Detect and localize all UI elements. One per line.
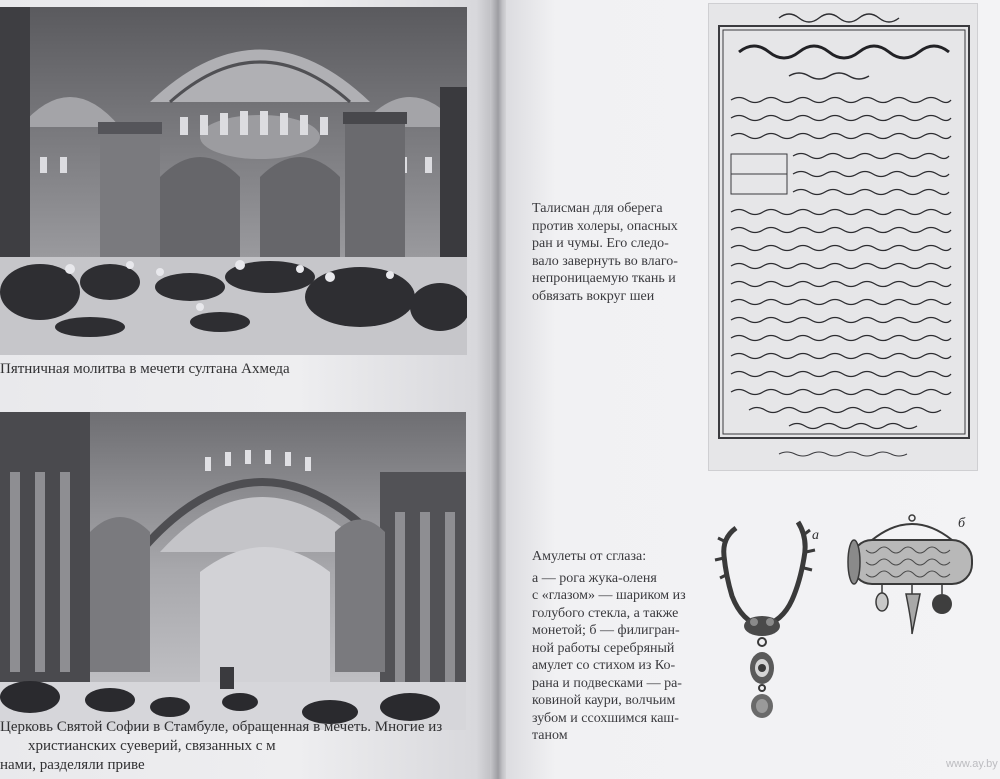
amulets-line-10: таном	[532, 728, 568, 743]
amulet-a-illustration	[706, 518, 826, 728]
watermark: www.ay.by	[946, 758, 998, 770]
amulets-line-7: рана и подвесками — ра-	[532, 675, 682, 691]
mosque-caption: Пятничная молитва в мечети султана Ахмеда	[0, 361, 290, 377]
talisman-line-2: против холеры, опасных	[532, 218, 678, 234]
amulets-line-1: а — рога жука-оленя	[532, 570, 657, 586]
talisman-line-5: непроницаемую ткань и	[532, 271, 676, 286]
amulets-line-3: голубого стекла, а также	[532, 605, 679, 621]
talisman-line-6: обвязать вокруг шеи	[532, 288, 655, 304]
talisman-line-1: Талисман для оберега	[532, 201, 663, 216]
hagia-caption-line-3: нами, разделяли приве	[0, 757, 145, 773]
amulets-line-9: зубом и ссохшимся каш-	[532, 710, 679, 726]
left-page	[0, 0, 496, 779]
hagia-caption-line-2: христианских суеверий, связанных с м	[28, 738, 276, 754]
amulets-line-6: амулет со стихом из Ко-	[532, 658, 676, 673]
amulets-line-5: ной работы серебряный	[532, 640, 675, 656]
mosque-engraving	[0, 7, 467, 355]
hagia-sophia-caption	[0, 718, 492, 775]
amulet-a-label: а	[812, 528, 819, 543]
amulets-line-2: с «глазом» — шариком из	[532, 588, 686, 603]
right-page	[506, 0, 1000, 779]
talisman-line-3: ран и чумы. Его следо-	[532, 236, 669, 251]
talisman-manuscript	[709, 4, 977, 470]
amulets-caption	[532, 548, 712, 745]
talisman-line-4: вало завернуть во влаго-	[532, 253, 678, 269]
amulets-line-4: монетой; б — филигран-	[532, 623, 680, 638]
amulets-line-8: ковиной каури, волчьим	[532, 693, 676, 708]
amulet-b-illustration	[842, 510, 982, 640]
hagia-sophia-engraving	[0, 412, 466, 730]
amulet-b-label: б	[958, 516, 966, 531]
amulets-title: Амулеты от сглаза:	[532, 549, 647, 564]
talisman-caption	[532, 200, 712, 305]
hagia-caption-line-1: Церковь Святой Софии в Стамбуле, обращенная в мечеть. Многие из	[0, 719, 443, 735]
